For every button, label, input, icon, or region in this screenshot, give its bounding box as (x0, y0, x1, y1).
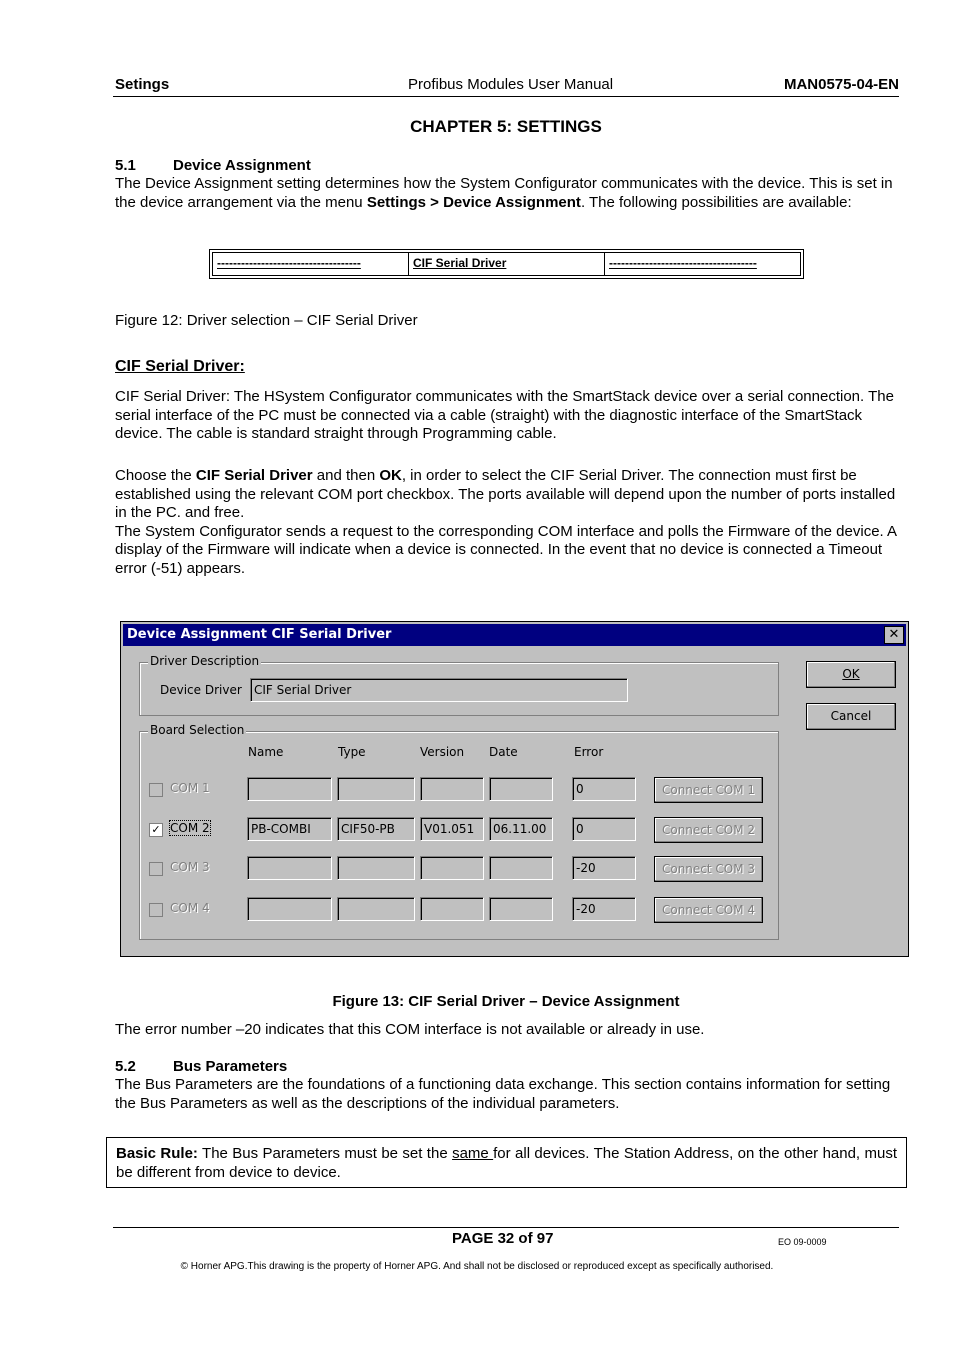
com1-label: COM 1 (170, 781, 210, 795)
driver-cell-text: CIF Serial Driver (413, 256, 507, 270)
connect-com4-button[interactable]: Connect COM 4 (654, 897, 763, 923)
ok-button[interactable] (806, 661, 896, 688)
para-text: and then (312, 467, 380, 484)
com3-checkbox[interactable] (149, 862, 163, 876)
com3-name-field[interactable] (247, 856, 332, 880)
device-driver-label: Device Driver (160, 683, 242, 697)
menu-path: Settings > Device Assignment (366, 193, 581, 211)
copyright-notice: © Horner APG.This drawing is the property of Horner APG. And shall not be disclosed or reproduced except as specifically authorised. (180, 1261, 774, 1272)
com2-label: COM 2 (170, 821, 210, 835)
com1-error-field[interactable]: 0 (572, 777, 636, 801)
para-text: The Bus Parameters must be set the (197, 1145, 453, 1162)
com1-checkbox[interactable] (149, 783, 163, 797)
com2-version-field[interactable]: V01.051 (420, 817, 484, 841)
header-document-number: MAN0575-04-EN (783, 76, 899, 93)
section-5-1-number: 5.1 (115, 157, 136, 174)
col-header-type: Type (338, 745, 366, 759)
com3-date-field[interactable] (489, 856, 553, 880)
eo-number: EO 09-0009 (778, 1237, 827, 1247)
driver-cell-left (213, 253, 409, 275)
com4-label: COM 4 (170, 901, 210, 915)
cif-paragraph-2 (115, 467, 900, 578)
com3-type-field[interactable] (337, 856, 415, 880)
driver-selection-table (209, 249, 804, 279)
section-5-2-paragraph: The Bus Parameters are the foundations of a functioning data exchange. This section contains information for setting the Bus Parameters as well as the descriptions of the individual parameters. (115, 1076, 891, 1112)
com1-name-field[interactable] (247, 777, 332, 801)
basic-rule-box (106, 1137, 907, 1188)
driver-description-group (139, 654, 779, 716)
com3-version-field[interactable] (420, 856, 484, 880)
connect-com3-button[interactable]: Connect COM 3 (654, 856, 763, 882)
com4-checkbox[interactable] (149, 903, 163, 917)
driver-cell-text: ------------------------------------- (609, 256, 757, 270)
para-text: for all devices. The Station Address, on the other hand, must be different from device to device. (116, 1145, 897, 1181)
header-manual-title: Profibus Modules User Manual (408, 76, 614, 93)
cif-paragraph-1: CIF Serial Driver: The HSystem Configurator communicates with the SmartStack device over a serial connection. The serial interface of the PC must be connected via a cable (straight) with the diagnostic interface of the SmartStack device. The cable is standard straight through Programming cable. (115, 388, 894, 442)
com1-date-field[interactable] (489, 777, 553, 801)
col-header-name: Name (248, 745, 284, 759)
device-assignment-dialog (120, 621, 909, 957)
com2-checkbox[interactable]: ✓ (149, 823, 163, 837)
device-driver-field[interactable]: CIF Serial Driver (250, 678, 628, 702)
com1-version-field[interactable] (420, 777, 484, 801)
figure-13-caption: Figure 13: CIF Serial Driver – Device Assignment (332, 993, 680, 1010)
section-5-1-paragraph (115, 175, 900, 212)
com4-type-field[interactable] (337, 897, 415, 921)
basic-rule-label: Basic Rule: (116, 1145, 198, 1162)
close-icon[interactable]: ✕ (884, 626, 904, 644)
para-text: , in order to select the CIF Serial Driver. The connection must first be established using the relevant COM port checkbox. The ports available will depend upon the number of ports installed in the PC. and free. (115, 467, 896, 521)
ok-label: OK (842, 667, 860, 681)
underlined-text: same (452, 1145, 494, 1162)
com4-version-field[interactable] (420, 897, 484, 921)
para-text: The Device Assignment setting determines how the System Configurator communicates with the device. This is set in the device arrangement via the menu (115, 175, 893, 211)
bold-text: OK (379, 467, 402, 484)
figure-12-caption: Figure 12: Driver selection – CIF Serial Driver (115, 312, 418, 329)
page-number: PAGE 32 of 97 (452, 1230, 554, 1247)
col-header-date: Date (489, 745, 518, 759)
section-5-1-title: Device Assignment (173, 157, 311, 174)
com2-error-field[interactable]: 0 (572, 817, 636, 841)
cif-serial-driver-heading: CIF Serial Driver: (115, 358, 245, 375)
dialog-title: Device Assignment CIF Serial Driver (127, 627, 392, 642)
com3-error-field[interactable]: -20 (572, 856, 636, 880)
com1-type-field[interactable] (337, 777, 415, 801)
board-selection-label: Board Selection (150, 723, 245, 737)
para-text: The System Configurator sends a request to the corresponding COM interface and polls the Firmware of the device. A display of the Firmware will indicate when a device is connected. In the event that no device is connected a Timeout error (-51) appears. (115, 522, 897, 577)
com2-type-field[interactable]: CIF50-PB (337, 817, 415, 841)
driver-description-label: Driver Description (150, 654, 260, 668)
connect-com2-button[interactable]: Connect COM 2 (654, 817, 763, 843)
para-text: . The following possibilities are available: (580, 193, 852, 211)
com4-name-field[interactable] (247, 897, 332, 921)
col-header-error: Error (574, 745, 604, 759)
driver-cell-text: ------------------------------------ (217, 256, 361, 270)
driver-cell-cif (409, 253, 605, 275)
com4-error-field[interactable]: -20 (572, 897, 636, 921)
footer-divider (113, 1227, 899, 1228)
cancel-label: Cancel (830, 709, 872, 723)
dialog-title-bar (123, 624, 906, 646)
section-5-2-title: Bus Parameters (173, 1058, 288, 1075)
para-text: Choose the (115, 467, 196, 484)
com3-label: COM 3 (170, 860, 210, 874)
chapter-title: CHAPTER 5: SETTINGS (410, 117, 602, 136)
cancel-button[interactable] (806, 703, 896, 730)
connect-com1-button[interactable]: Connect COM 1 (654, 777, 763, 803)
error-note: The error number –20 indicates that this COM interface is not available or already in use. (115, 1021, 705, 1038)
com2-name-field[interactable]: PB-COMBI (247, 817, 332, 841)
col-header-version: Version (420, 745, 465, 759)
header-divider (113, 96, 899, 97)
section-5-2-number: 5.2 (115, 1058, 136, 1075)
com4-date-field[interactable] (489, 897, 553, 921)
com2-date-field[interactable]: 06.11.00 (489, 817, 553, 841)
driver-cell-right (605, 253, 800, 275)
bold-text: CIF Serial Driver (195, 467, 313, 484)
header-section-name: Setings (115, 76, 170, 93)
